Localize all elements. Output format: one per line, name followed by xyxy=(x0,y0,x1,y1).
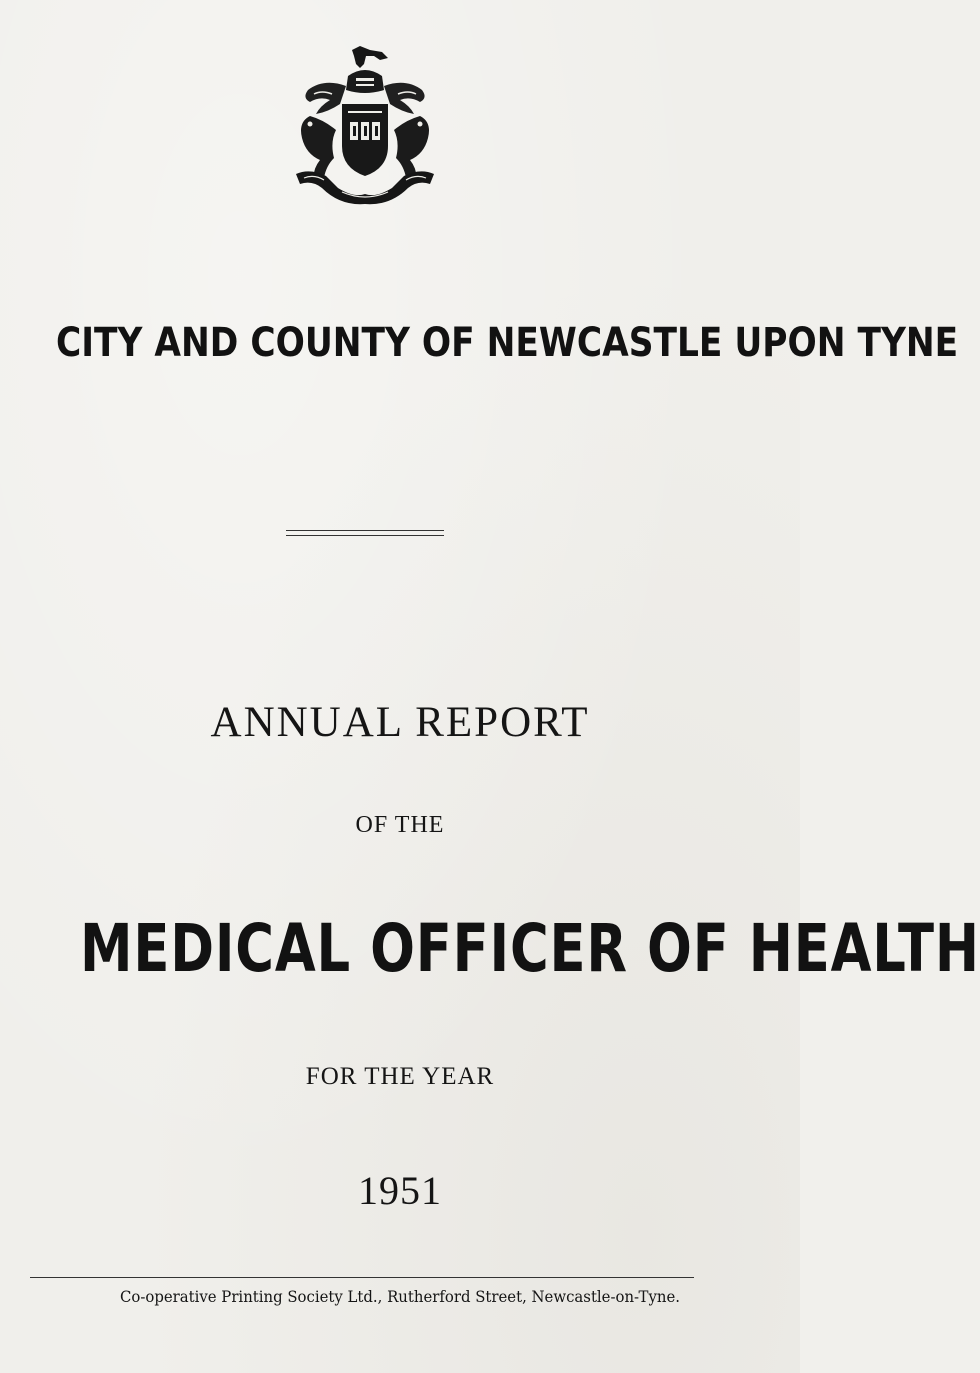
footer-divider xyxy=(30,1277,694,1278)
report-connector: OF THE xyxy=(355,812,445,838)
coat-of-arms-icon xyxy=(290,42,440,210)
authority-heading: CITY AND COUNTY OF NEWCASTLE UPON TYNE xyxy=(56,320,959,366)
printer-imprint: Co-operative Printing Society Ltd., Rutherford Street, Newcastle-on-Tyne. xyxy=(119,1287,681,1306)
title-divider xyxy=(286,530,444,536)
report-period-label: FOR THE YEAR xyxy=(305,1063,495,1090)
report-year: 1951 xyxy=(358,1168,442,1213)
report-title: ANNUAL REPORT xyxy=(210,699,590,746)
report-subject: MEDICAL OFFICER OF HEALTH xyxy=(80,910,980,987)
